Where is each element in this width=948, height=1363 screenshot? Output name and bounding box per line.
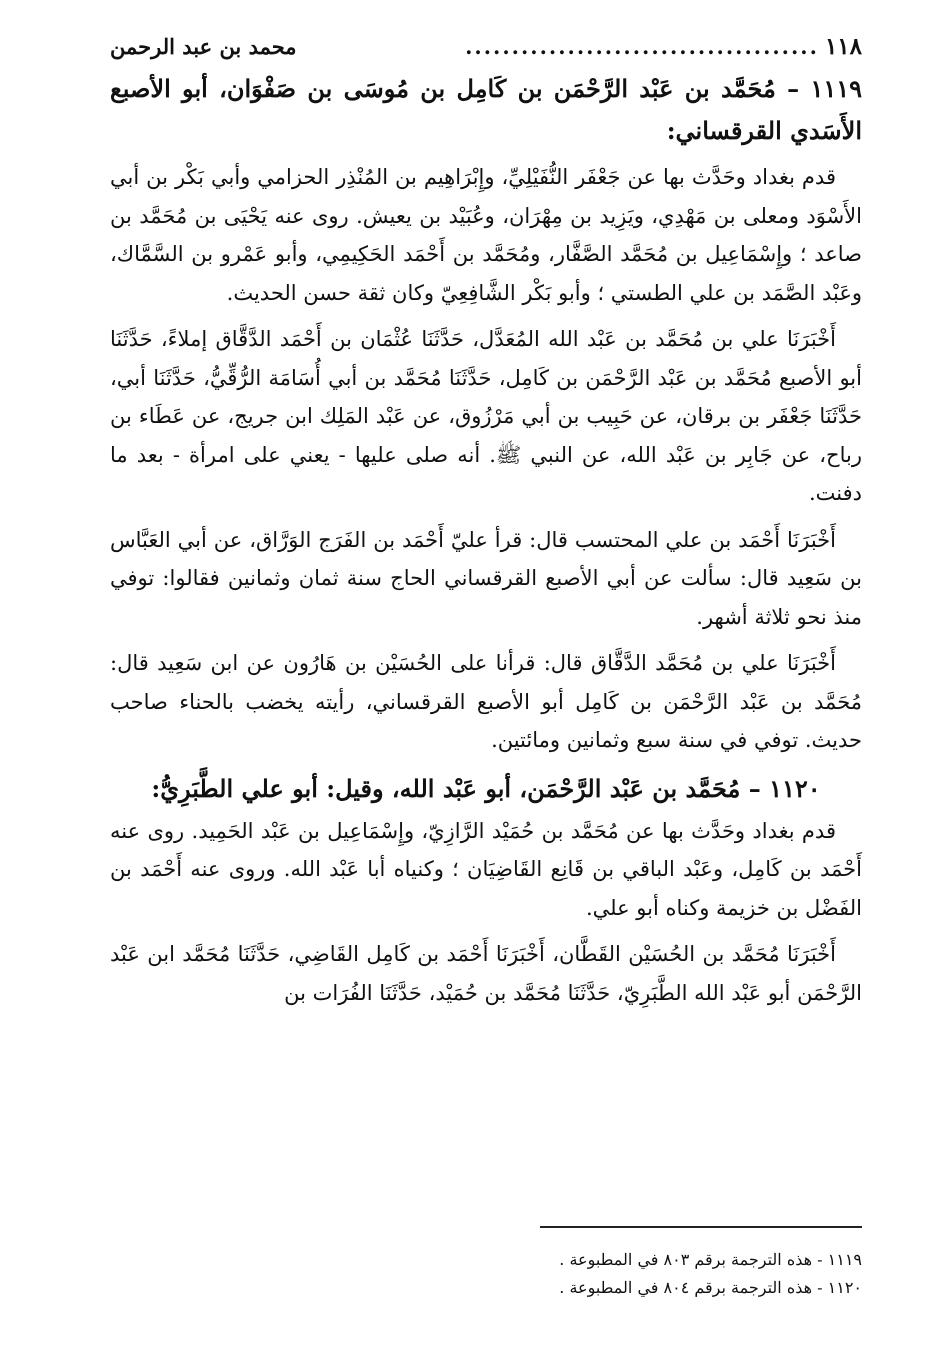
leader-dots: ......................................	[465, 34, 819, 59]
entry-title: مُحَمَّد بن عَبْد الرَّحْمَن بن كَامِل بن مُوسَى بن صَفْوَان، أبو الأصبع الأَسَدي القرقساني:	[110, 74, 862, 145]
entry-1119	[110, 68, 862, 760]
page-number: ١١٨	[824, 33, 862, 60]
footnotes	[440, 1246, 862, 1302]
footnote: ١١٢٠ - هذه الترجمة برقم ٨٠٤ في المطبوعة .	[559, 1278, 862, 1297]
entry-heading	[110, 768, 862, 810]
footnote-divider	[540, 1226, 862, 1228]
footnote: ١١١٩ - هذه الترجمة برقم ٨٠٣ في المطبوعة .	[559, 1250, 862, 1269]
entry-dash: –	[740, 773, 761, 803]
paragraph: أَخْبَرَنَا علي بن مُحَمَّد الدَّقَّاق قال: قرأنا على الحُسَيْن بن هَارُون عن ابن سَعِيد قال: مُحَمَّد بن عَبْد الرَّحْمَن بن كَامِل أبو الأصبع القرقساني، رأيته يخضب بالحناء صاحب حديث. توفي في سنة سبع وثمانين ومائتين.	[110, 651, 862, 752]
running-title: محمد بن عبد الرحمن	[110, 34, 297, 59]
paragraph: قدم بغداد وحَدَّث بها عن مُحَمَّد بن حُمَيْد الرَّازِيّ، وإِسْمَاعِيل بن عَبْد الحَمِيد. روى عنه أَحْمَد بن كَامِل، وعَبْد الباقي بن قَانِع القَاضِيَان ؛ وكنياه أبا عَبْد الله. وروى عنه أَحْمَد بن الفَضْل بن خزيمة وكناه أبو علي.	[110, 818, 862, 920]
entry-1120	[110, 768, 862, 1013]
entry-number: ١١٢٠	[769, 773, 821, 803]
paragraph: أَخْبَرَنَا علي بن مُحَمَّد بن عَبْد الله المُعَدَّل، حَدَّثَنَا عُثْمَان بن أَحْمَد الدَّقَّاق إملاءً، حَدَّثَنَا أبو الأصبع مُحَمَّد بن عَبْد الرَّحْمَن بن كَامِل، حَدَّثَنَا مُحَمَّد بن أبي أُسَامَة الرُّقِّيُّ، حَدَّثَنَا أبي، حَدَّثَنَا جَعْفَر بن برقان، عن حَبِيب بن أبي مَرْزُوق، عن عَبْد المَلِك ابن جريج، عن عَطَاء بن رباح، عن جَابِر بن عَبْد الله، عن النبي ﷺ. أنه صلى عليها - يعني على امرأة - بعد ما دفنت.	[110, 327, 862, 505]
entry-heading	[110, 68, 862, 152]
page	[110, 30, 862, 1020]
entry-number: ١١١٩	[810, 74, 862, 103]
paragraph: أَخْبَرَنَا أَحْمَد بن علي المحتسب قال: قرأ عليّ أَحْمَد بن الفَرَج الوَرَّاق، عن أبي العَبَّاس بن سَعِيد قال: سألت عن أبي الأصبع القرقساني الحاج سنة ثمان وثمانين فقالوا: توفي منذ نحو ثلاثة أشهر.	[110, 527, 862, 629]
paragraph: قدم بغداد وحَدَّث بها عن جَعْفَر النُّفَيْلِيِّ، وإِبْرَاهِيم بن المُنْذِر الحزامي وأبي بَكْر بن أبي الأَسْوَد ومعلى بن مَهْدِي، ويَزِيد بن مِهْرَان، وعُبَيْد بن يعيش. روى عنه يَحْيَى بن مُحَمَّد بن صاعد ؛ وإِسْمَاعِيل بن مُحَمَّد الصَّفَّار، ومُحَمَّد بن أَحْمَد الحَكِيمِي، وأبو عَمْرو بن السَّمَّاك، وعَبْد الصَّمَد بن علي الطستي ؛ وأبو بَكْر الشَّافِعِيّ وكان ثقة حسن الحديث.	[110, 165, 862, 305]
entry-dash: –	[775, 74, 800, 103]
paragraph: أَخْبَرَنَا مُحَمَّد بن الحُسَيْن القَطَّان، أَخْبَرَنَا أَحْمَد بن كَامِل القَاضِي، حَدَّثَنَا مُحَمَّد ابن عَبْد الرَّحْمَن أبو عَبْد الله الطَّبَرِيّ، حَدَّثَنَا مُحَمَّد بن حُمَيْد، حَدَّثَنَا الفُرَات بن	[110, 942, 862, 1005]
entry-title: مُحَمَّد بن عَبْد الرَّحْمَن، أبو عَبْد الله، وقيل: أبو علي الطَّبَرِيُّ:	[151, 773, 741, 803]
running-head	[110, 30, 862, 64]
